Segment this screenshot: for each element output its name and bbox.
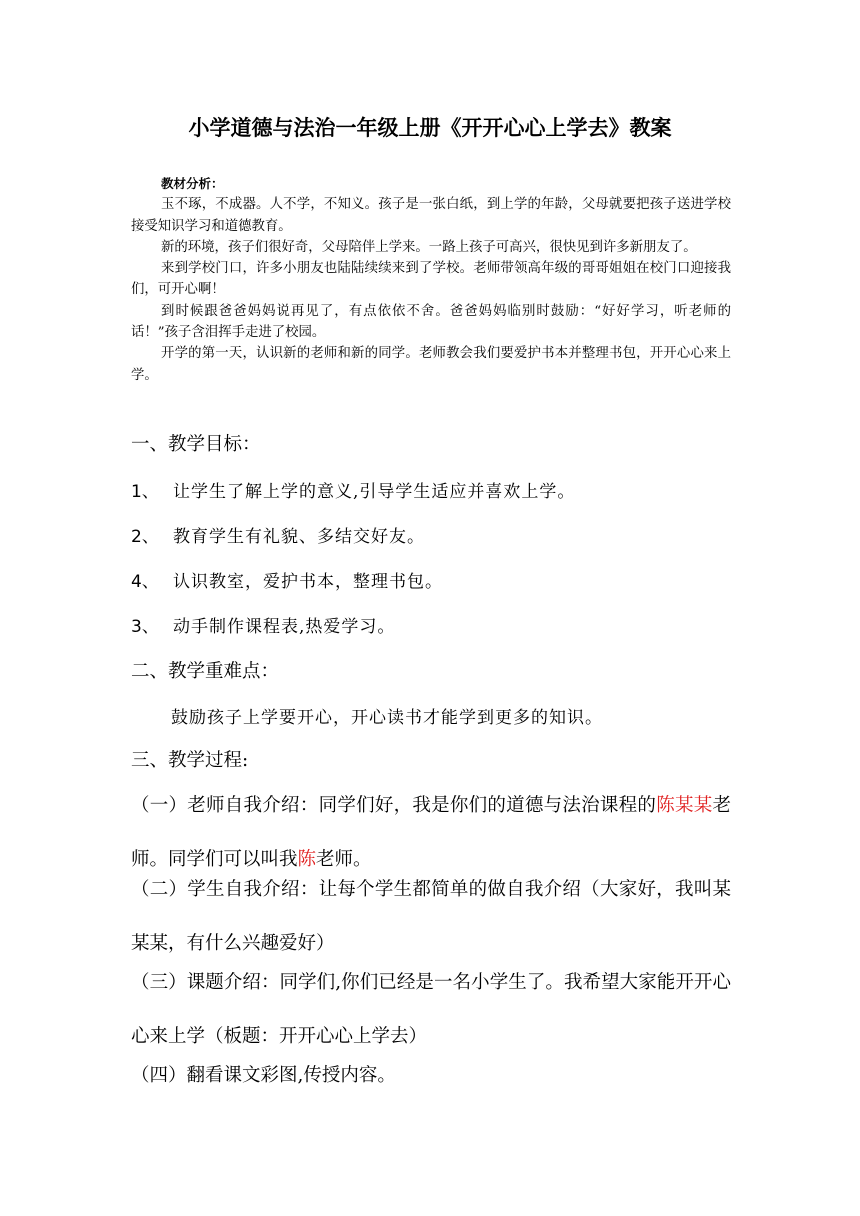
step-text: 老师。 bbox=[316, 849, 372, 870]
goal-item bbox=[131, 522, 425, 547]
goal-item bbox=[131, 567, 443, 592]
section-heading-goals: 一、教学目标： bbox=[131, 434, 261, 455]
analysis-heading: 教材分析： bbox=[161, 176, 224, 191]
keypoints-text: 鼓励孩子上学要开心，开心读书才能学到更多的知识。 bbox=[171, 708, 603, 728]
analysis-paragraph: 新的环境，孩子们很好奇，父母陪伴上学来。一路上孩子可高兴，很快见到许多新朋友了。 bbox=[161, 239, 697, 255]
teacher-name-highlight: 陈某某 bbox=[656, 795, 713, 816]
goal-item bbox=[131, 612, 395, 637]
goal-text: 动手制作课程表,热爱学习。 bbox=[173, 617, 396, 637]
process-step-4: （四）翻看课文彩图,传授内容。 bbox=[131, 1065, 396, 1086]
goal-text: 认识教室，爱护书本，整理书包。 bbox=[173, 572, 443, 592]
goal-number: 3、 bbox=[131, 617, 159, 637]
teacher-surname-highlight: 陈 bbox=[297, 849, 317, 870]
step-text: （一）老师自我介绍：同学们好，我是你们的道德与法治课程的 bbox=[131, 795, 657, 816]
goal-number: 1、 bbox=[131, 482, 159, 502]
goal-number: 2、 bbox=[131, 527, 159, 547]
goal-text: 教育学生有礼貌、多结交好友。 bbox=[173, 527, 425, 547]
analysis-paragraph: 玉不琢，不成器。人不学，不知义。孩子是一张白纸，到上学的年龄，父母就要把孩子送进学校接受知识学习和道德教育。 bbox=[131, 197, 731, 234]
section-heading-keypoints: 二、教学重难点： bbox=[131, 661, 280, 682]
goal-number: 4、 bbox=[131, 572, 159, 592]
process-step-3: （三）课题介绍：同学们,你们已经是一名小学生了。我希望大家能开开心心来上学（板题：开开心心上学去） bbox=[131, 972, 731, 1047]
analysis-paragraph: 来到学校门口，许多小朋友也陆陆续续来到了学校。老师带领高年级的哥哥姐姐在校门口迎接我们，可开心啊！ bbox=[131, 261, 731, 298]
section-heading-process: 三、教学过程: bbox=[131, 750, 249, 771]
step-text: 老师。同学们可以叫我 bbox=[131, 795, 731, 870]
goal-text: 让学生了解上学的意义,引导学生适应并喜欢上学。 bbox=[173, 482, 576, 502]
page-title: 小学道德与法治一年级上册《开开心心上学去》教案 bbox=[188, 116, 672, 140]
analysis-paragraph: 开学的第一天，认识新的老师和新的同学。老师教会我们要爱护书本并整理书包，开开心心来上学。 bbox=[131, 346, 731, 383]
analysis-paragraph: 到时候跟爸爸妈妈说再见了，有点依依不舍。爸爸妈妈临别时鼓励：“好好学习，听老师的话！”孩子含泪挥手走进了校园。 bbox=[131, 303, 731, 341]
goal-item bbox=[131, 477, 575, 502]
process-step-2: （二）学生自我介绍：让每个学生都简单的做自我介绍（大家好，我叫某某某，有什么兴趣爱好） bbox=[131, 879, 731, 954]
material-analysis bbox=[131, 173, 731, 386]
